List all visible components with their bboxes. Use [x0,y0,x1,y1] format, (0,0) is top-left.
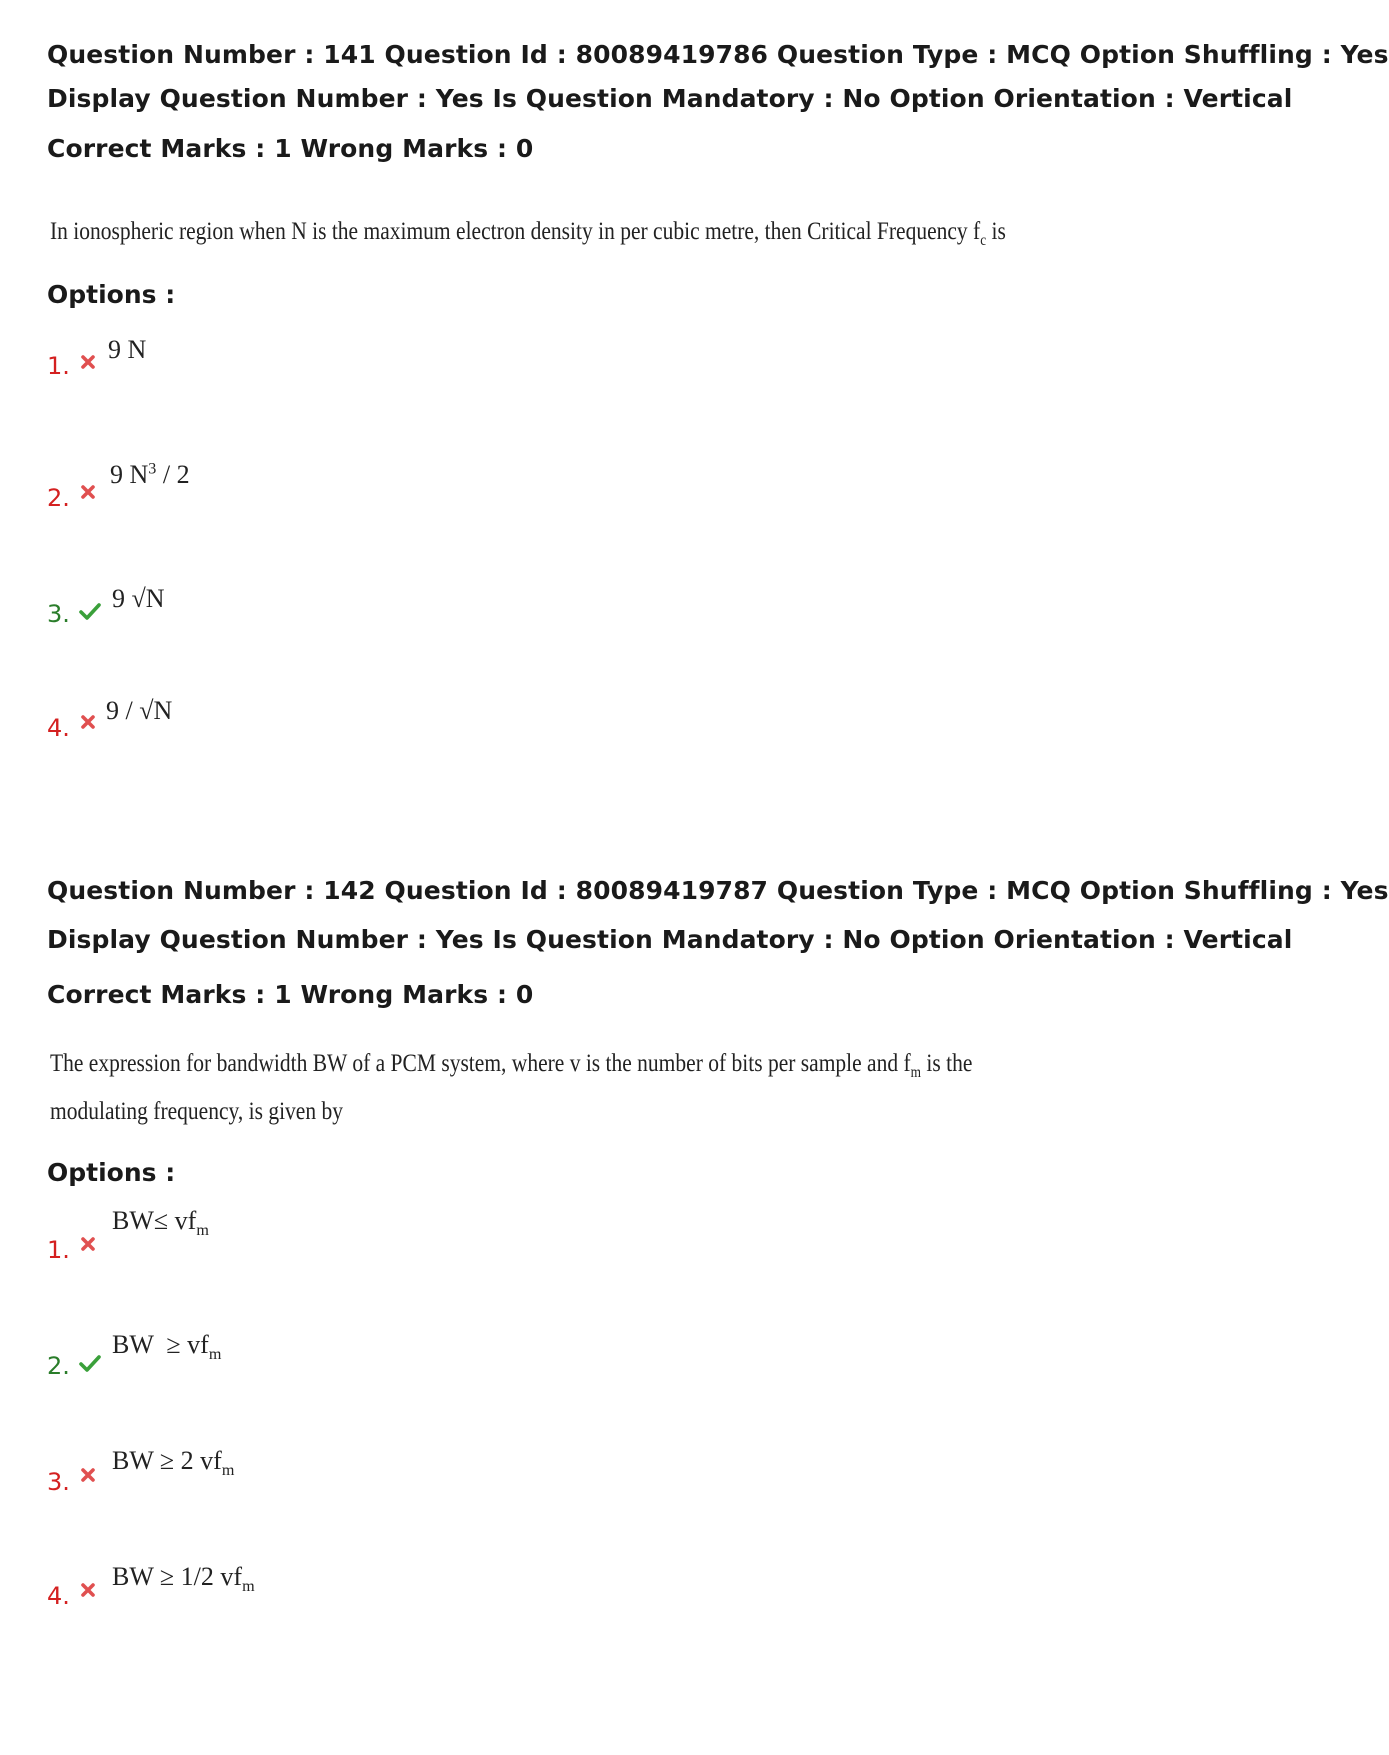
question-meta-line2: Display Question Number : Yes Is Question Mandatory : No Option Orientation : Vertical [47,925,1293,954]
question-meta-line1: Question Number : 141 Question Id : 80089419786 Question Type : MCQ Option Shuffling : Yes [47,40,1389,69]
options-label: Options : [47,1158,176,1187]
option-number: 1. [47,352,70,380]
question-marks: Correct Marks : 1 Wrong Marks : 0 [47,134,534,163]
option-number: 1. [47,1236,70,1264]
option-value: BW ≥ 2 $vf_m$ [112,1446,235,1480]
option-number: 3. [47,600,70,628]
check-icon [78,1353,102,1373]
cross-icon [78,352,98,372]
cross-icon [78,1234,98,1254]
option-value: 9 / √N [106,696,173,725]
option-value: 9 N [108,335,147,364]
option-number: 2. [47,1352,70,1380]
option-value: BW ≥ $vf_m$ [112,1330,222,1364]
cross-icon [78,712,98,732]
option-number: 2. [47,484,70,512]
cross-icon [78,1465,98,1485]
option-number: 4. [47,714,70,742]
cross-icon [78,1580,98,1600]
question-text-line1: The expression for bandwidth BW of a PCM system, where v is the number of bits per sample and $f_m$ is the [50,1050,973,1081]
option-number: 3. [47,1468,70,1496]
cross-icon [78,482,98,502]
option-value: 9 $N^3 / 2$ [110,460,190,489]
option-value: 9 √N [112,584,165,613]
option-number: 4. [47,1582,70,1610]
question-text: In ionospheric region when N is the maximum electron density in per cubic metre, then Critical Frequency $f_c$ is [50,218,1006,249]
option-value: $BW\le vf_m$ [112,1206,209,1240]
check-icon [78,601,102,621]
option-value: BW ≥ 1/2 $vf_m$ [112,1562,255,1596]
question-text-line2: modulating frequency, is given by [50,1098,343,1125]
options-label: Options : [47,280,176,309]
question-meta-line2: Display Question Number : Yes Is Question Mandatory : No Option Orientation : Vertical [47,84,1293,113]
question-meta-line1: Question Number : 142 Question Id : 80089419787 Question Type : MCQ Option Shuffling : Yes [47,876,1389,905]
question-marks: Correct Marks : 1 Wrong Marks : 0 [47,980,534,1009]
